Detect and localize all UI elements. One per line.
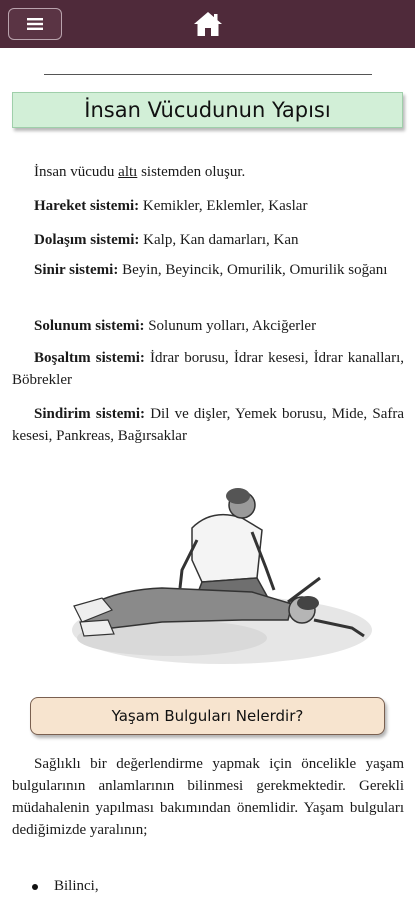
section-title: Yaşam Bulguları Nelerdir? [111,707,304,725]
list-item [32,875,99,897]
top-app-bar [0,0,415,48]
system-name: Sindirim sistemi: [34,406,146,422]
system-name: Dolaşım sistemi: [34,232,140,248]
menu-button[interactable] [8,8,62,40]
intro-paragraph [12,161,404,183]
system-desc: Beyin, Beyincik, Omurilik, Omurilik soğanı [122,262,388,278]
system-name: Solunum sistemi: [34,318,145,334]
home-button[interactable] [192,9,224,39]
system-item [12,195,404,217]
system-desc: Kemikler, Eklemler, Kaslar [142,198,308,214]
page-title: İnsan Vücudunun Yapısı [84,98,331,122]
system-item [12,347,404,391]
divider-line [44,74,372,75]
page-title-box [12,92,403,128]
section-title-box [30,697,385,735]
system-desc: Dil ve dişler, Yemek borusu, Mide, Safra kesesi, Pankreas, Bağırsaklar [12,406,405,444]
system-item [12,315,404,337]
system-name: Boşaltım sistemi: [34,350,145,366]
system-item [12,259,404,281]
system-desc: Kalp, Kan damarları, Kan [143,232,299,248]
system-item [12,229,404,251]
first-aid-illustration [52,470,374,680]
system-name: Sinir sistemi: [34,262,119,278]
section-paragraph: Sağlıklı bir değerlendirme yapmak için öncelikle yaşam bulgularının anlamlarının bilinmesi gerekmektedir. Gerekli müdahalenin yapılması bakımından önemlidir. Yaşam bulguları dediğimizde yaralının; [12,756,404,838]
system-desc: İdrar borusu, İdrar kesesi, İdrar kanalları, Böbrekler [12,350,405,388]
bullet-icon [32,884,38,890]
list-item-text: Bilinci, [54,878,99,894]
menu-icon [27,17,43,31]
system-item [12,403,404,447]
system-name: Hareket sistemi: [34,198,140,214]
home-icon [193,11,223,37]
intro-text-start: İnsan vücudu [34,164,119,180]
intro-underlined-word: altı [118,164,138,180]
intro-text-end: sistemden oluşur. [137,164,246,180]
system-desc: Solunum yolları, Akciğerler [148,318,317,334]
